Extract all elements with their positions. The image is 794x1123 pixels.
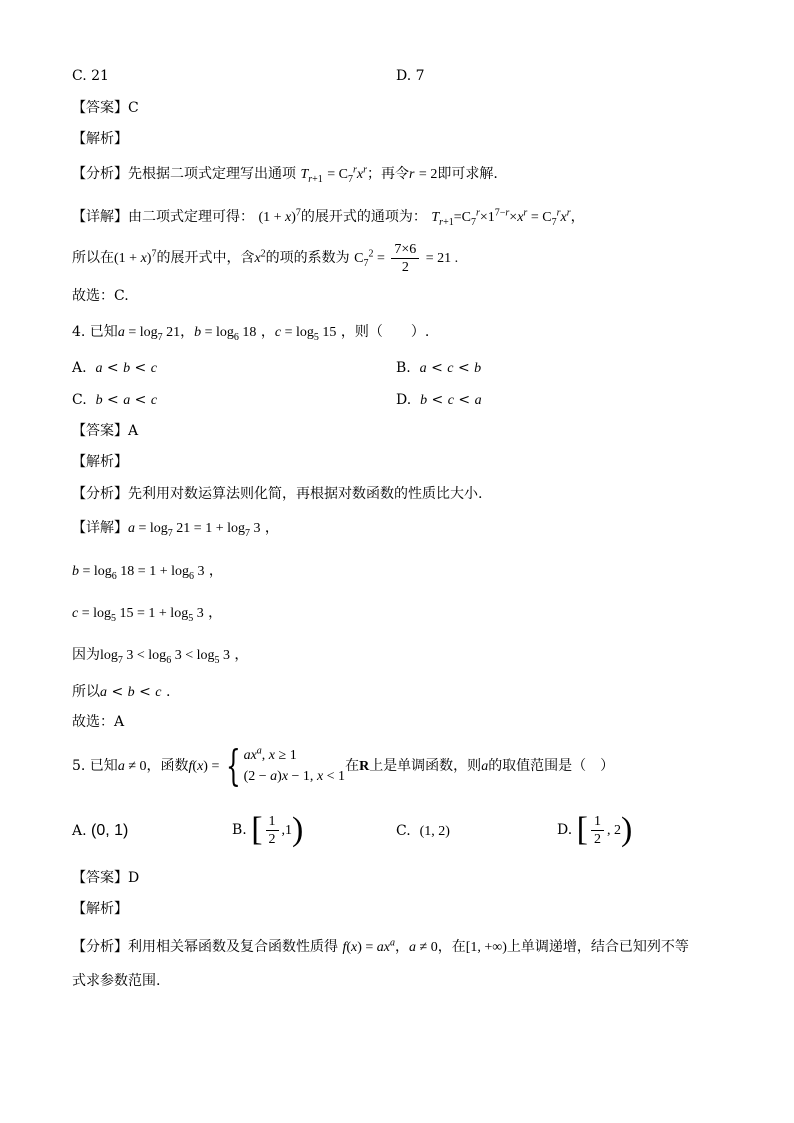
q3-fenxi: 【分析】先根据二项式定理写出通项 $T_{r+1} = C_7^rx^r$；再令r = 2即可求解.: [72, 164, 498, 185]
q5-fenxi-cont: 式求参数范围.: [72, 973, 161, 989]
fenxi-tag: 【分析】: [72, 486, 128, 502]
option-label: D.: [557, 822, 573, 838]
q4-stem-suffix: ，则（ ）.: [340, 324, 430, 340]
xiangjie-text: 由二项式定理可得：: [128, 209, 254, 225]
answer-value: A: [128, 423, 139, 439]
q4-option-d: D. b < c < a: [396, 392, 482, 408]
fenxi-text-2: ，在: [437, 939, 466, 955]
because-text: 因为: [72, 647, 100, 663]
option-label: B.: [232, 822, 247, 838]
q4-because: 因为$\log_7 3 < \log_6 3 < \log_5 3$ ，: [72, 647, 249, 666]
q5-analysis-tag: 【解析】: [72, 901, 128, 917]
answer-tag: 【答案】: [72, 100, 128, 116]
fenxi-text-3: 即可求解.: [437, 166, 498, 182]
q4-xiangjie-a: 【详解】$a = \log_7 21 = 1 + \log_7 3$ ，: [72, 520, 279, 539]
q4-stem-prefix: 4. 已知: [72, 324, 118, 340]
q3-choose: 故选：C.: [72, 288, 129, 304]
q5-option-b: B. [ $\frac{1}{2}$ ,1): [232, 811, 304, 848]
line-text-3: 的项的系数为: [265, 250, 350, 266]
q5-stem-prefix: 5. 已知: [72, 758, 118, 774]
q5-option-a: A. (0, 1): [72, 822, 129, 839]
q5-fenxi: 【分析】利用相关幂函数及复合函数性质得 $f(x) = ax^a$，a ≠ 0，在[1, +∞)上单调递增，结合已知列不等: [72, 937, 689, 955]
q5-stem-end: 的取值范围是（ ）: [488, 758, 615, 774]
q4-option-b: B. a < c < b: [396, 360, 482, 376]
q4-analysis-tag: 【解析】: [72, 454, 128, 470]
fenxi-text: 利用相关幂函数及复合函数性质得: [128, 939, 338, 955]
q3-coefficient-line: 所以在$(1 + x)^7$的展开式中，含$x^2$的项的系数为 $C_7^2$ = $\frac{7\times 6}{2}$ = 21 .: [72, 241, 459, 275]
answer-value: C: [128, 100, 139, 116]
fenxi-text-2: ；再令: [367, 166, 410, 182]
q4-so: 所以a < b < c .: [72, 684, 171, 700]
xiangjie-text-2: 的展开式的通项为：: [300, 209, 427, 225]
answer-value: D: [128, 870, 140, 886]
line-text: 所以在: [72, 250, 114, 266]
q3-option-d: D. 7: [396, 68, 425, 84]
q5-option-c: C. (1, 2): [396, 823, 450, 839]
option-label: D.: [396, 392, 412, 408]
q3-xiangjie: 【详解】由二项式定理可得： $(1 + x)^7$的展开式的通项为： $T_{r+1}=C_7^r\times 1^{7-r}\times x^r = C_7^rx^r$，: [72, 207, 585, 228]
q4-option-a: A. a < b < c: [72, 360, 157, 376]
q4-xiangjie-b: $b = \log_6 18 = 1 + \log_6 3$ ，: [72, 563, 223, 582]
q3-answer: [72, 98, 139, 118]
option-label: B.: [396, 360, 411, 376]
q3-option-c: C. 21: [72, 68, 109, 84]
q5-option-d: D. [ $\frac{1}{2}$ , 2): [557, 811, 633, 848]
q4-xiangjie-c: $c = \log_5 15 = 1 + \log_5 3$ ，: [72, 605, 223, 624]
fenxi-text-3: 上单调递增，结合已知列不等: [506, 939, 689, 955]
q3-analysis-tag: 【解析】: [72, 131, 128, 147]
option-label: C.: [72, 392, 87, 408]
q4-choose: 故选：A: [72, 714, 125, 730]
so-text: 所以: [72, 684, 100, 700]
q5-stem-mid2: 在: [345, 758, 360, 774]
q4-stem: 4. 已知$a = \log_7 21$，$b = \log_6 18$ ，$c = \log_5 15$ ，则（ ）.: [72, 324, 430, 343]
xiangjie-tag: 【详解】: [72, 209, 128, 225]
answer-tag: 【答案】: [72, 870, 128, 886]
q5-answer: [72, 868, 139, 888]
option-label: C.: [396, 823, 411, 839]
q5-stem-suffix: 上是单调函数，则: [369, 758, 482, 774]
q5-stem: 5. 已知a ≠ 0，函数f(x) = { $ax^a$, x ≥ 1 (2 − a)x − 1, x < 1 在R上是单调函数，则a的取值范围是（ ）: [72, 741, 615, 790]
q4-option-c: C. b < a < c: [72, 392, 158, 408]
fenxi-tag: 【分析】: [72, 939, 128, 955]
q4-fenxi: [72, 484, 482, 504]
option-label: A.: [72, 360, 87, 376]
answer-tag: 【答案】: [72, 423, 128, 439]
line-text-2: 的展开式中，含: [156, 250, 255, 266]
option-label: A.: [72, 823, 87, 839]
xiangjie-tag: 【详解】: [72, 520, 128, 536]
fenxi-text: 先利用对数运算法则化简，再根据对数函数的性质比大小.: [128, 486, 483, 502]
fenxi-tag: 【分析】: [72, 166, 128, 182]
q4-answer: [72, 421, 138, 441]
q5-stem-mid: ，函数: [146, 758, 189, 774]
fenxi-text: 先根据二项式定理写出通项: [128, 166, 296, 182]
